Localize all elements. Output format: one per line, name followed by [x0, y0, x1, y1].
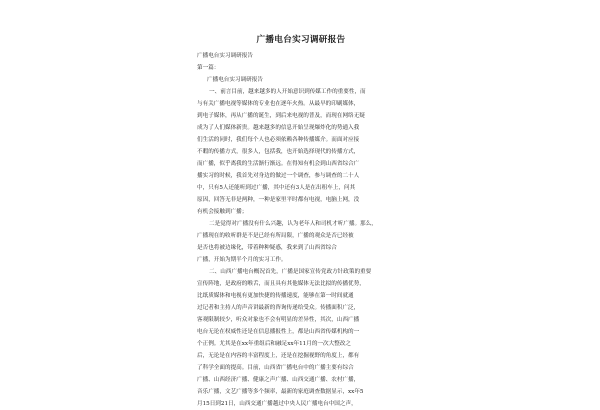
paragraph-line: 播实习的时候，我首先对身边的做过一个调查，参与调查的二十人	[197, 173, 360, 179]
paragraph-line: 广播现在的收听群是不是已经有所局限，广播的观众是否已经被	[197, 233, 354, 239]
paragraph-line: 不暇的传播方式，很多人，包括我，也开始选择现代的传播方式，	[197, 149, 360, 155]
paragraph-line: 与有关广播电视等媒体的专业也在逐年火热。从最早的印刷媒体，	[197, 101, 360, 107]
paragraph-line: 有机会接触到广播；	[197, 209, 248, 215]
paragraph-line: 客观限制较少，听众对象也不会有明显的差异性，其次，山西广播	[197, 317, 360, 323]
document-page	[197, 34, 405, 407]
paragraph-line: 二是觉得对广播没有什么兴趣，认为老年人和司机才听广播。那么，	[209, 221, 377, 227]
paragraph-line: 成为了人们媒体新贵。越来越多的信息开始呈现爆炸化的势通入我	[197, 125, 360, 131]
document-subtitle: 广播电台实习调研报告	[197, 53, 253, 59]
paragraph-line: 而广播，似乎离我的生活渐行渐远。在得知有机会到山西省综合广	[197, 161, 360, 167]
paragraph-line: 中，只有5人还能听到过广播，其中还有3人是在出租车上，问其	[197, 185, 356, 191]
paragraph-line: 们生活的同时，我们每个人也必须依赖各种传播媒介。而面对应接	[197, 137, 360, 143]
paragraph-line: 个正例。尤其是在xx年重组后和融足xx年11月的一次大整改之	[197, 341, 351, 347]
paragraph-line: 二、山西广播电台概况首先，广播是国家宣传党政方针政策的重要	[209, 269, 372, 275]
inner-title: 广播电台实习调研报告	[207, 77, 263, 83]
paragraph-line: 比纸质媒体和电视有更加快捷的传播速度，能够在第一时间就通	[197, 293, 354, 299]
paragraph-line: 过记者和主持人的声音讲最新的咨询传递给受众。传播面积广泛，	[197, 305, 360, 311]
paragraph-line: 月15日到21日，山西交通广播越过中央人民广播电台中国之声，	[197, 401, 357, 407]
paragraph-line: 是否也将被边缘化，带着种种疑惑，我来到了山西省综合	[197, 245, 337, 251]
paragraph-line: 原因，回答无非是两种，一种是家里平时都有电视，电脑上网，没	[197, 197, 360, 203]
document-body	[197, 86, 405, 410]
paragraph-line: 广播、山西经济广播、健康之声广播、山西交通广播、农村广播，	[197, 377, 360, 383]
paragraph-line: 广播，开始为期半个月的实习工作。	[197, 257, 287, 263]
paragraph-line: 到电子媒体，再从广播的诞生，到后来电视的普及，而现在网络无疑	[197, 113, 365, 119]
paragraph-line: 后，无论是在内容的丰富程度上，还是在挖掘视野的角度上，都有	[197, 353, 360, 359]
section-label: 第一篇：	[197, 65, 220, 71]
paragraph-line: 音乐广播，文艺广播等多个频率，最新的家庭调查数据显示，xx年5	[197, 389, 364, 395]
document-title: 广播电台实习调研报告	[256, 35, 346, 45]
paragraph-line: 宣传阵地，是政府的喉舌，而且具有其他媒体无法比拟的传播优势，	[197, 281, 365, 287]
paragraph-line: 一、前言目前，越来越多的人开始意识到传媒工作的重要性，而	[209, 89, 366, 95]
paragraph-line: 电台无论在权威性还是在信息播报性上，都是山西省传媒机构的一	[197, 329, 360, 335]
paragraph-line: 了科学全面的提高。目前，山西省广播电台中的广播主要有综合	[197, 365, 354, 371]
